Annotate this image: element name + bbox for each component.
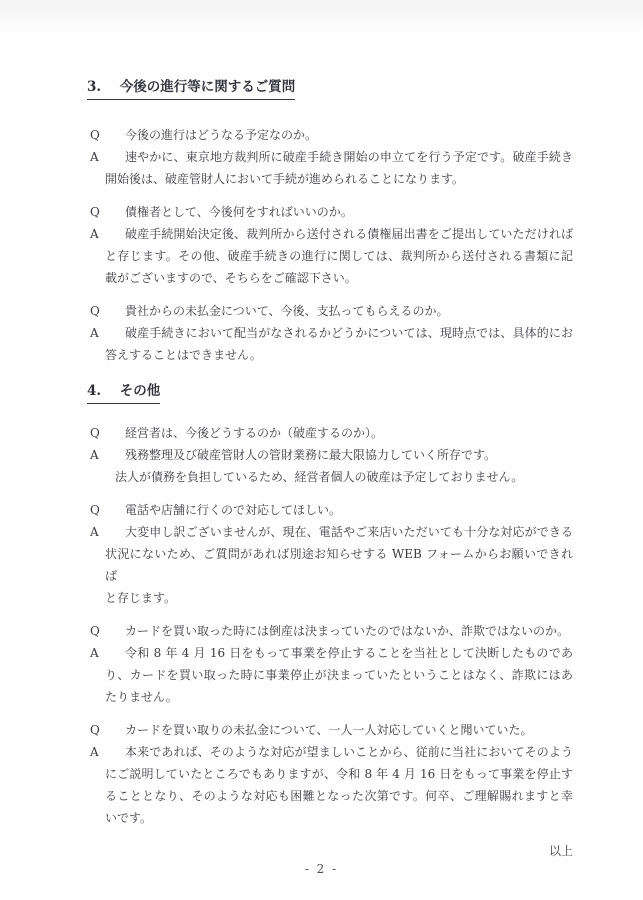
q-marker: Q <box>90 128 100 142</box>
q-marker: Q <box>90 503 100 517</box>
q-marker: Q <box>90 723 100 737</box>
answer-text: と存じます。その他、破産手続きの進行に関しては、裁判所から送付される書類に記 <box>105 249 573 263</box>
a-marker: A <box>90 745 99 759</box>
q-marker: Q <box>90 426 100 440</box>
qa-item <box>90 124 573 190</box>
answer-line <box>90 344 573 366</box>
answer-line <box>90 763 573 785</box>
answer-line <box>90 146 573 168</box>
page-number: - 2 - <box>304 862 339 876</box>
answer-text: いです。 <box>105 811 153 825</box>
answer-line <box>90 587 573 609</box>
answer-text: 載がございますので、そちらをご確認下さい。 <box>105 271 357 285</box>
section-3-heading-underline <box>87 76 295 100</box>
answer-text: 破産手続開始決定後、裁判所から送付される債権届出書をご提出していただければ <box>125 227 573 241</box>
question-text: 今後の進行はどうなる予定なのか。 <box>125 128 318 142</box>
answer-line <box>90 223 573 245</box>
section-3-title: 今後の進行等に関するご質問 <box>119 79 296 95</box>
a-marker: A <box>90 150 99 164</box>
question-line <box>90 499 573 521</box>
qa-item <box>90 499 573 609</box>
q-marker: Q <box>90 624 100 638</box>
answer-text: 令和 8 年 4 月 16 日をもって事業を停止することを当社として決断したものであ <box>125 646 573 660</box>
answer-text: 本来であれば、そのような対応が望ましいことから、従前に当社においてそのよう <box>125 745 573 759</box>
answer-text: 残務整理及び破産管財人の管財業務に最大限協力していく所存です。 <box>125 448 497 462</box>
question-line <box>90 719 573 741</box>
a-marker: A <box>90 646 99 660</box>
answer-text: 大変申し訳ございませんが、現在、電話やご来店いただいても十分な対応ができる <box>125 525 573 539</box>
answer-text: にご説明していたところでもありますが、令和 8 年 4 月 16 日をもって事業を停止す <box>105 767 573 781</box>
a-marker: A <box>90 448 99 462</box>
qa-item <box>90 422 573 488</box>
question-text: カードを買い取りの未払金について、一人一人対応していくと聞いていた。 <box>125 723 533 737</box>
a-marker: A <box>90 227 99 241</box>
section-4-heading-underline <box>87 380 160 404</box>
answer-line <box>90 686 573 708</box>
answer-line <box>90 466 573 488</box>
section-4-title: その他 <box>119 383 161 399</box>
answer-line <box>90 642 573 664</box>
closing-statement: 以上 <box>548 844 573 858</box>
question-line <box>90 422 573 444</box>
answer-line <box>90 267 573 289</box>
answer-line <box>90 785 573 807</box>
qa-item <box>90 300 573 366</box>
a-marker: A <box>90 326 99 340</box>
answer-text: たりません。 <box>105 690 178 704</box>
answer-text: り、カードを買い取った時に事業停止が決まっていたということはなく、詐欺にはあ <box>105 668 573 682</box>
answer-line <box>90 168 573 190</box>
question-text: カードを買い取った時には倒産は決まっていたのではないか、詐欺ではないのか。 <box>125 624 570 638</box>
answer-text: 開始後は、破産管財人において手続が進められることになります。 <box>105 172 465 186</box>
question-text: 貴社からの未払金について、今後、支払ってもらえるのか。 <box>125 304 449 318</box>
answer-text: ることとなり、そのような対応も困難となった次第です。何卒、ご理解賜れますと幸 <box>105 789 573 803</box>
answer-line <box>90 245 573 267</box>
a-marker: A <box>90 525 99 539</box>
answer-line <box>90 664 573 686</box>
answer-line <box>90 741 573 763</box>
qa-item <box>90 620 573 708</box>
answer-line <box>90 322 573 344</box>
answer-text: 状況にないため、ご質問があれば別途お知らせする WEB フォームからお願いできれば <box>105 547 573 583</box>
qa-item <box>90 719 573 829</box>
q-marker: Q <box>90 304 100 318</box>
question-text: 債権者として、今後何をすればいいのか。 <box>125 205 353 219</box>
question-line <box>90 300 573 322</box>
section-3-number: 3. <box>87 79 102 95</box>
section-4-heading <box>87 380 573 404</box>
answer-text: 法人が債務を負担しているため、経営者個人の破産は予定しておりません。 <box>115 470 524 484</box>
question-line <box>90 124 573 146</box>
answer-text: 答えすることはできません。 <box>105 348 262 362</box>
question-line <box>90 620 573 642</box>
section-3-heading <box>87 76 573 100</box>
question-text: 電話や店舗に行くので対応してほしい。 <box>125 503 342 517</box>
q-marker: Q <box>90 205 100 219</box>
qa-item <box>90 201 573 289</box>
question-line <box>90 201 573 223</box>
answer-line <box>90 444 573 466</box>
question-text: 経営者は、今後どうするのか（破産するのか）。 <box>125 426 384 440</box>
answer-text: 破産手続きにおいて配当がなされるかどうかについては、現時点では、具体的にお <box>125 326 573 340</box>
answer-line <box>90 521 573 543</box>
answer-text: 速やかに、東京地方裁判所に破産手続き開始の申立てを行う予定です。破産手続き <box>125 150 573 164</box>
section-4-number: 4. <box>87 383 102 399</box>
answer-line <box>90 807 573 829</box>
answer-text: と存じます。 <box>105 591 177 605</box>
answer-line <box>90 543 573 587</box>
